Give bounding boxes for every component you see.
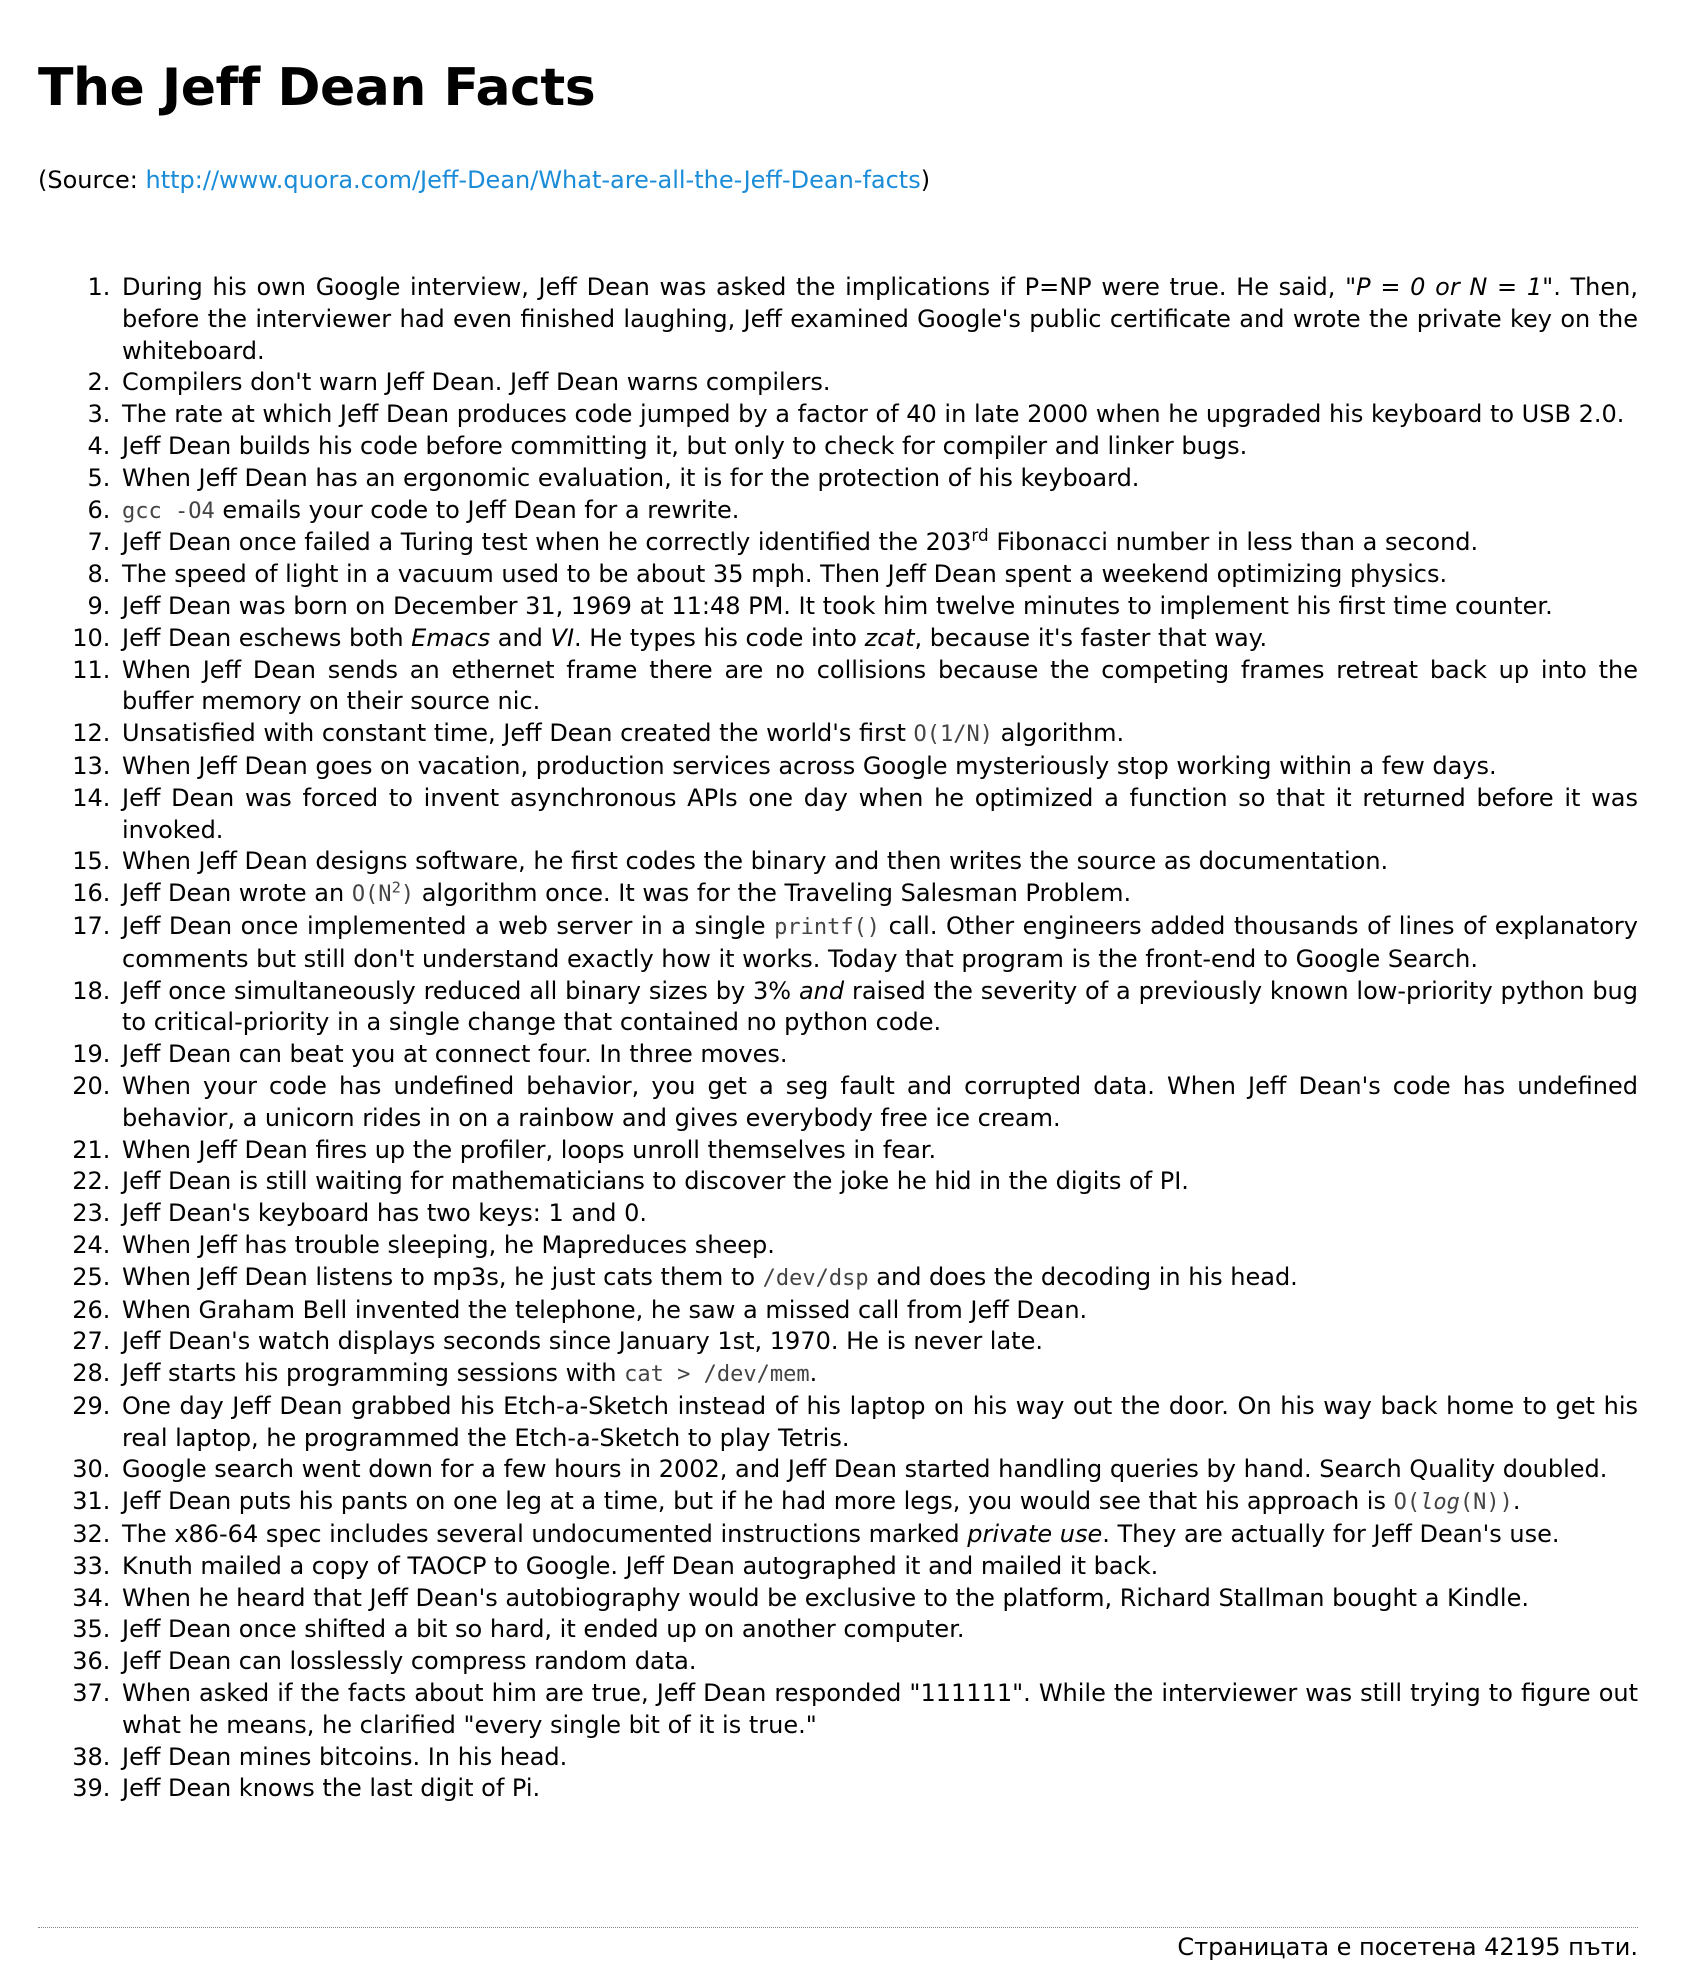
source-link[interactable]: http://www.quora.com/Jeff-Dean/What-are-all-the-Jeff-Dean-facts [145,166,921,194]
code-snippet: /dev/dsp [762,1265,869,1291]
fact-item: 8. The speed of light in a vacuum used to be about 35 mph. Then Jeff Dean spent a weekend optimizing physics. [118,559,1638,591]
fact-item: 28. Jeff starts his programming sessions with cat > /dev/mem. [118,1358,1638,1391]
fact-item: 1. During his own Google interview, Jeff Dean was asked the implications if P=NP were true. He said, "P = 0 or N = 1". Then, before the interviewer had even finished laughing, Jeff examined Google's public certificate and wrote the private key on the whiteboard. [118,272,1638,367]
fact-item: 26. When Graham Bell invented the telephone, he saw a missed call from Jeff Dean. [118,1295,1638,1327]
source-line [38,164,1638,196]
fact-item: 7. Jeff Dean once failed a Turing test when he correctly identified the 203rd Fibonacci number in less than a second. [118,527,1638,559]
fact-item: 21. When Jeff Dean fires up the profiler, loops unroll themselves in fear. [118,1135,1638,1167]
fact-item: 30. Google search went down for a few hours in 2002, and Jeff Dean started handling queries by hand. Search Quality doubled. [118,1454,1638,1486]
visit-counter [38,1927,1638,1964]
fact-item: 9. Jeff Dean was born on December 31, 1969 at 11:48 PM. It took him twelve minutes to implement his first time counter. [118,591,1638,623]
fact-item: 18. Jeff once simultaneously reduced all binary sizes by 3% and raised the severity of a previously known low-priority python bug to critical-priority in a single change that contained no python code. [118,976,1638,1040]
fact-item: 38. Jeff Dean mines bitcoins. In his head. [118,1742,1638,1774]
fact-item: 12. Unsatisfied with constant time, Jeff Dean created the world's first O(1/N) algorithm. [118,718,1638,751]
source-prefix: (Source: [38,166,146,194]
fact-item: 39. Jeff Dean knows the last digit of Pi. [118,1773,1638,1805]
fact-item: 27. Jeff Dean's watch displays seconds since January 1st, 1970. He is never late. [118,1326,1638,1358]
fact-item: 17. Jeff Dean once implemented a web server in a single printf() call. Other engineers added thousands of lines of explanatory comments but still don't understand exactly how it works. Today that program is the front-end to Google Search. [118,911,1638,976]
code-snippet: O(log(N)) [1393,1490,1513,1516]
code-snippet: O(1/N) [913,722,993,748]
fact-item: 24. When Jeff has trouble sleeping, he Mapreduces sheep. [118,1230,1638,1262]
fact-item: 11. When Jeff Dean sends an ethernet frame there are no collisions because the competing frames retreat back up into the buffer memory on their source nic. [118,655,1638,719]
fact-item: 23. Jeff Dean's keyboard has two keys: 1 and 0. [118,1198,1638,1230]
fact-item: 14. Jeff Dean was forced to invent asynchronous APIs one day when he optimized a function so that it returned before it was invoked. [118,783,1638,847]
page-title: The Jeff Dean Facts [38,58,596,118]
fact-item: 35. Jeff Dean once shifted a bit so hard, it ended up on another computer. [118,1614,1638,1646]
code-snippet: gcc -O4 [122,498,215,524]
fact-item: 4. Jeff Dean builds his code before committing it, but only to check for compiler and linker bugs. [118,431,1638,463]
fact-item: 31. Jeff Dean puts his pants on one leg at a time, but if he had more legs, you would see that his approach is O(log(N)). [118,1486,1638,1519]
fact-item: 2. Compilers don't warn Jeff Dean. Jeff Dean warns compilers. [118,367,1638,399]
fact-item: 20. When your code has undefined behavior, you get a seg fault and corrupted data. When Jeff Dean's code has undefined behavior, a unicorn rides in on a rainbow and gives everybody free ice cream. [118,1071,1638,1135]
fact-item: 25. When Jeff Dean listens to mp3s, he just cats them to /dev/dsp and does the decoding in his head. [118,1262,1638,1295]
code-snippet: printf() [774,914,881,940]
fact-item: 5. When Jeff Dean has an ergonomic evaluation, it is for the protection of his keyboard. [118,463,1638,495]
fact-item: 22. Jeff Dean is still waiting for mathematicians to discover the joke he hid in the digits of PI. [118,1166,1638,1198]
source-suffix: ) [920,166,931,194]
facts-list [38,272,1638,1805]
fact-item: 33. Knuth mailed a copy of TAOCP to Google. Jeff Dean autographed it and mailed it back. [118,1551,1638,1583]
fact-item: 6. gcc -O4 emails your code to Jeff Dean for a rewrite. [118,495,1638,528]
fact-item: 37. When asked if the facts about him are true, Jeff Dean responded "111111". While the interviewer was still trying to figure out what he means, he clarified "every single bit of it is true." [118,1678,1638,1742]
visit-counter-text: Страницата е посетена 42195 пъти. [1177,1933,1638,1961]
fact-item: 19. Jeff Dean can beat you at connect four. In three moves. [118,1039,1638,1071]
fact-item: 34. When he heard that Jeff Dean's autobiography would be exclusive to the platform, Richard Stallman bought a Kindle. [118,1583,1638,1615]
fact-item: 13. When Jeff Dean goes on vacation, production services across Google mysteriously stop working within a few days. [118,751,1638,783]
fact-item: 3. The rate at which Jeff Dean produces code jumped by a factor of 40 in late 2000 when he upgraded his keyboard to USB 2.0. [118,399,1638,431]
code-snippet: $O(N^2)$ [351,878,415,908]
fact-item: 10. Jeff Dean eschews both Emacs and VI. He types his code into zcat, because it's faster that way. [118,623,1638,655]
fact-item: 36. Jeff Dean can losslessly compress random data. [118,1646,1638,1678]
fact-item: 29. One day Jeff Dean grabbed his Etch-a-Sketch instead of his laptop on his way out the door. On his way back home to get his real laptop, he programmed the Etch-a-Sketch to play Tetris. [118,1391,1638,1455]
fact-item: 32. The x86-64 spec includes several undocumented instructions marked private use. They are actually for Jeff Dean's use. [118,1519,1638,1551]
fact-item: 16. Jeff Dean wrote an $O(N^2)$ algorithm once. It was for the Traveling Salesman Problem. [118,878,1638,911]
code-snippet: cat > /dev/mem [624,1362,810,1388]
fact-item: 15. When Jeff Dean designs software, he first codes the binary and then writes the source as documentation. [118,846,1638,878]
